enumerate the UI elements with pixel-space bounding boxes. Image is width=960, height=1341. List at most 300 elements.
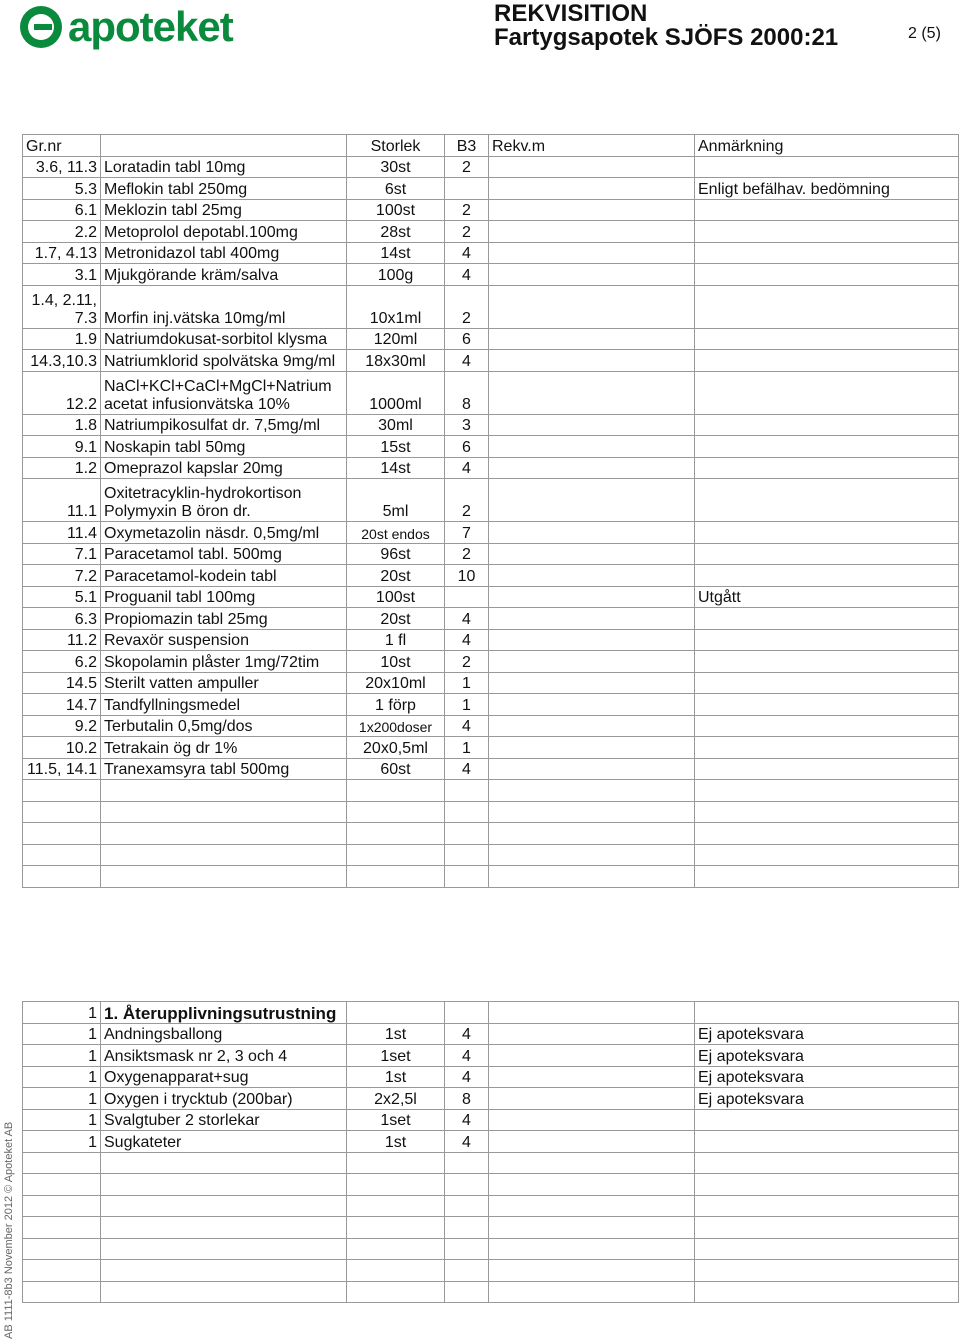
row-note <box>695 565 959 587</box>
row-name: Natriumdokusat-sorbitol klysma <box>101 328 347 350</box>
row-note <box>695 629 959 651</box>
row-grnr <box>23 479 101 522</box>
row-note <box>695 457 959 479</box>
row-b3: 2 <box>445 199 489 221</box>
row-grnr: 9.2 <box>23 715 101 737</box>
row-grnr: 10.2 <box>23 737 101 759</box>
equipment-b3: 4 <box>445 1066 489 1088</box>
row-grnr: 5.3 <box>23 178 101 200</box>
equipment-size: 1set <box>347 1109 445 1131</box>
equipment-size: 2x2,5l <box>347 1088 445 1110</box>
row-size: 18x30ml <box>347 350 445 372</box>
document-title: REKVISITION <box>494 0 648 27</box>
empty-cell <box>445 1195 489 1217</box>
equipment-b3: 4 <box>445 1023 489 1045</box>
row-grnr: 7.2 <box>23 565 101 587</box>
header-grnr: Gr.nr <box>23 135 101 157</box>
row-rekvm <box>489 221 695 243</box>
empty-cell <box>347 1260 445 1282</box>
row-b3: 1 <box>445 672 489 694</box>
empty-cell <box>445 1238 489 1260</box>
row-grnr: 9.1 <box>23 436 101 458</box>
empty-cell <box>23 844 101 866</box>
row-grnr: 3.1 <box>23 264 101 286</box>
empty-cell <box>489 1260 695 1282</box>
equipment-grnr: 1 <box>23 1045 101 1067</box>
row-grnr: 7.1 <box>23 543 101 565</box>
row-note <box>695 436 959 458</box>
row-note <box>695 543 959 565</box>
row-b3: 2 <box>445 651 489 673</box>
row-b3: 2 <box>445 221 489 243</box>
empty-cell <box>489 1174 695 1196</box>
row-name: Metronidazol tabl 400mg <box>101 242 347 264</box>
empty-cell <box>695 1152 959 1174</box>
empty-row <box>23 1174 959 1196</box>
row-rekvm <box>489 457 695 479</box>
empty-row <box>23 844 959 866</box>
equipment-row <box>23 1045 959 1067</box>
row-name-line1: Oxitetracyklin-hydrokortison <box>104 485 302 502</box>
row-size: 10st <box>347 651 445 673</box>
row-grnr: 14.7 <box>23 694 101 716</box>
empty-cell <box>347 1238 445 1260</box>
row-size: 20x10ml <box>347 672 445 694</box>
footer-vertical-text: AB 1111-8b3 November 2012 © Apoteket AB <box>3 1121 15 1339</box>
equipment-rekvm <box>489 1109 695 1131</box>
page-number: 2 (5) <box>908 25 941 42</box>
row-size: 5ml <box>347 479 445 522</box>
row-size: 14st <box>347 457 445 479</box>
equipment-row <box>23 1066 959 1088</box>
equipment-grnr: 1 <box>23 1023 101 1045</box>
row-name: Paracetamol tabl. 500mg <box>101 543 347 565</box>
row-rekvm <box>489 586 695 608</box>
row-b3: 6 <box>445 436 489 458</box>
empty-cell <box>101 1195 347 1217</box>
row-rekvm <box>489 199 695 221</box>
row-rekvm <box>489 285 695 328</box>
empty-row <box>23 823 959 845</box>
row-name-line1: NaCl+KCl+CaCl+MgCl+Natrium <box>104 377 332 395</box>
row-note <box>695 199 959 221</box>
row-note <box>695 350 959 372</box>
empty-cell <box>695 823 959 845</box>
row-size: 1x200doser <box>347 715 445 737</box>
row-name: Sterilt vatten ampuller <box>101 672 347 694</box>
row-size: 1000ml <box>347 371 445 414</box>
empty-cell <box>23 780 101 802</box>
table-row <box>23 242 959 264</box>
empty-cell <box>347 1002 445 1024</box>
empty-cell <box>489 844 695 866</box>
empty-cell <box>489 1195 695 1217</box>
empty-cell <box>489 1152 695 1174</box>
row-b3: 4 <box>445 715 489 737</box>
row-name <box>101 285 347 328</box>
row-rekvm <box>489 565 695 587</box>
row-note <box>695 672 959 694</box>
medication-table <box>22 134 959 888</box>
empty-row <box>23 1217 959 1239</box>
row-grnr: 11.4 <box>23 522 101 544</box>
empty-cell <box>23 1281 101 1303</box>
row-name: Skopolamin plåster 1mg/72tim <box>101 651 347 673</box>
row-name: Terbutalin 0,5mg/dos <box>101 715 347 737</box>
row-grnr-line1: 11.1 <box>67 503 97 520</box>
row-name: Metoprolol depotabl.100mg <box>101 221 347 243</box>
row-grnr: 1.2 <box>23 457 101 479</box>
row-b3 <box>445 586 489 608</box>
empty-cell <box>347 801 445 823</box>
equipment-row <box>23 1088 959 1110</box>
row-grnr-line2: 7.3 <box>74 309 97 327</box>
row-note <box>695 479 959 522</box>
empty-cell <box>695 1260 959 1282</box>
empty-cell <box>695 1174 959 1196</box>
empty-cell <box>445 1152 489 1174</box>
equipment-note: Ej apoteksvara <box>695 1088 959 1110</box>
row-rekvm <box>489 715 695 737</box>
row-rekvm <box>489 156 695 178</box>
row-note <box>695 608 959 630</box>
row-size: 30ml <box>347 414 445 436</box>
row-name: Noskapin tabl 50mg <box>101 436 347 458</box>
empty-cell <box>445 1281 489 1303</box>
empty-row <box>23 1195 959 1217</box>
table-row <box>23 264 959 286</box>
row-size: 10x1ml <box>347 285 445 328</box>
empty-cell <box>347 1217 445 1239</box>
empty-row <box>23 801 959 823</box>
row-grnr: 14.5 <box>23 672 101 694</box>
equipment-rekvm <box>489 1023 695 1045</box>
equipment-heading-row <box>23 1002 959 1024</box>
table-row <box>23 522 959 544</box>
empty-cell <box>445 844 489 866</box>
row-grnr-line1: 1.4, 2.11, <box>31 291 97 309</box>
equipment-rekvm <box>489 1066 695 1088</box>
row-size: 100g <box>347 264 445 286</box>
table-row <box>23 737 959 759</box>
equipment-note: Ej apoteksvara <box>695 1023 959 1045</box>
equipment-size: 1st <box>347 1131 445 1153</box>
empty-cell <box>445 823 489 845</box>
row-grnr: 6.2 <box>23 651 101 673</box>
row-rekvm <box>489 608 695 630</box>
row-name: Revaxör suspension <box>101 629 347 651</box>
equipment-row <box>23 1109 959 1131</box>
row-rekvm <box>489 178 695 200</box>
table-row <box>23 629 959 651</box>
row-note <box>695 156 959 178</box>
empty-cell <box>489 1281 695 1303</box>
equipment-b3: 4 <box>445 1109 489 1131</box>
row-grnr <box>23 285 101 328</box>
row-name: Meflokin tabl 250mg <box>101 178 347 200</box>
table-row <box>23 565 959 587</box>
row-size: 96st <box>347 543 445 565</box>
equipment-note <box>695 1109 959 1131</box>
header-rekvm: Rekv.m <box>489 135 695 157</box>
empty-cell <box>445 780 489 802</box>
row-name: Mjukgörande kräm/salva <box>101 264 347 286</box>
row-size: 20st <box>347 565 445 587</box>
empty-cell <box>101 866 347 888</box>
row-size: 28st <box>347 221 445 243</box>
table-row <box>23 758 959 780</box>
table-row <box>23 479 959 522</box>
row-rekvm <box>489 436 695 458</box>
empty-cell <box>347 780 445 802</box>
row-grnr: 1.8 <box>23 414 101 436</box>
row-b3: 4 <box>445 457 489 479</box>
equipment-rekvm <box>489 1088 695 1110</box>
equipment-heading-grnr: 1 <box>23 1002 101 1024</box>
empty-cell <box>101 801 347 823</box>
apoteket-logo <box>20 3 233 50</box>
empty-cell <box>445 866 489 888</box>
row-grnr: 6.1 <box>23 199 101 221</box>
empty-cell <box>347 823 445 845</box>
row-grnr: 3.6, 11.3 <box>23 156 101 178</box>
empty-cell <box>347 1195 445 1217</box>
table-row <box>23 285 959 328</box>
empty-cell <box>23 1217 101 1239</box>
row-note <box>695 737 959 759</box>
table-row <box>23 178 959 200</box>
row-name-line2: acetat infusionvätska 10% <box>104 395 290 413</box>
row-rekvm <box>489 694 695 716</box>
empty-cell <box>23 1260 101 1282</box>
empty-cell <box>445 1174 489 1196</box>
table-row <box>23 715 959 737</box>
row-rekvm <box>489 242 695 264</box>
equipment-heading: 1. Återupplivningsutrustning <box>101 1002 347 1024</box>
empty-cell <box>101 844 347 866</box>
equipment-grnr: 1 <box>23 1131 101 1153</box>
empty-cell <box>695 844 959 866</box>
row-b3: 4 <box>445 758 489 780</box>
empty-cell <box>445 1217 489 1239</box>
equipment-b3: 4 <box>445 1045 489 1067</box>
table-row <box>23 651 959 673</box>
empty-cell <box>489 1238 695 1260</box>
row-size: 1 förp <box>347 694 445 716</box>
row-name: Omeprazol kapslar 20mg <box>101 457 347 479</box>
equipment-name: Sugkateter <box>101 1131 347 1153</box>
row-name: Paracetamol-kodein tabl <box>101 565 347 587</box>
row-size: 20x0,5ml <box>347 737 445 759</box>
equipment-note: Ej apoteksvara <box>695 1045 959 1067</box>
equipment-table <box>22 1001 959 1303</box>
equipment-size: 1st <box>347 1066 445 1088</box>
row-grnr: 6.3 <box>23 608 101 630</box>
row-grnr: 2.2 <box>23 221 101 243</box>
logo-text: apoteket <box>68 3 233 50</box>
empty-cell <box>23 801 101 823</box>
row-b3: 2 <box>445 285 489 328</box>
table-row <box>23 586 959 608</box>
table-row <box>23 156 959 178</box>
equipment-rekvm <box>489 1131 695 1153</box>
table-row <box>23 608 959 630</box>
empty-cell <box>445 1260 489 1282</box>
row-b3: 4 <box>445 629 489 651</box>
equipment-name: Oxygenapparat+sug <box>101 1066 347 1088</box>
empty-cell <box>695 866 959 888</box>
empty-cell <box>101 823 347 845</box>
equipment-row <box>23 1131 959 1153</box>
equipment-b3: 8 <box>445 1088 489 1110</box>
row-name-line2: Polymyxin B öron dr. <box>104 503 251 520</box>
header-storlek: Storlek <box>347 135 445 157</box>
row-b3: 7 <box>445 522 489 544</box>
empty-cell <box>695 1217 959 1239</box>
row-grnr-line1: 12.2 <box>65 395 97 413</box>
empty-cell <box>489 866 695 888</box>
row-b3: 3 <box>445 414 489 436</box>
table-row <box>23 221 959 243</box>
row-name: Tranexamsyra tabl 500mg <box>101 758 347 780</box>
row-note <box>695 242 959 264</box>
empty-cell <box>101 1260 347 1282</box>
table-row <box>23 436 959 458</box>
empty-row <box>23 1260 959 1282</box>
row-name <box>101 479 347 522</box>
empty-cell <box>695 1238 959 1260</box>
row-name: Loratadin tabl 10mg <box>101 156 347 178</box>
row-name: Tetrakain ög dr 1% <box>101 737 347 759</box>
row-note <box>695 264 959 286</box>
row-grnr: 5.1 <box>23 586 101 608</box>
empty-cell <box>489 1217 695 1239</box>
empty-cell <box>695 801 959 823</box>
row-note <box>695 651 959 673</box>
empty-cell <box>23 1174 101 1196</box>
row-size: 100st <box>347 586 445 608</box>
header-name <box>101 135 347 157</box>
row-note <box>695 758 959 780</box>
row-note <box>695 221 959 243</box>
row-rekvm <box>489 651 695 673</box>
empty-cell <box>489 823 695 845</box>
row-rekvm <box>489 350 695 372</box>
empty-row <box>23 1238 959 1260</box>
empty-cell <box>347 1281 445 1303</box>
empty-cell <box>23 1195 101 1217</box>
empty-cell <box>347 1174 445 1196</box>
row-rekvm <box>489 543 695 565</box>
equipment-grnr: 1 <box>23 1066 101 1088</box>
row-note: Enligt befälhav. bedömning <box>695 178 959 200</box>
row-b3: 6 <box>445 328 489 350</box>
row-note <box>695 328 959 350</box>
row-name <box>101 371 347 414</box>
row-size: 60st <box>347 758 445 780</box>
row-b3: 1 <box>445 694 489 716</box>
row-note <box>695 414 959 436</box>
empty-row <box>23 1281 959 1303</box>
row-note: Utgått <box>695 586 959 608</box>
empty-cell <box>23 866 101 888</box>
table-row <box>23 694 959 716</box>
row-note <box>695 715 959 737</box>
equipment-name: Andningsballong <box>101 1023 347 1045</box>
row-size: 1 fl <box>347 629 445 651</box>
row-rekvm <box>489 264 695 286</box>
equipment-b3: 4 <box>445 1131 489 1153</box>
table-row <box>23 199 959 221</box>
empty-cell <box>445 1002 489 1024</box>
header-anmarkning: Anmärkning <box>695 135 959 157</box>
row-rekvm <box>489 414 695 436</box>
apoteket-logo-icon <box>20 6 62 48</box>
empty-cell <box>101 1238 347 1260</box>
row-size: 30st <box>347 156 445 178</box>
equipment-grnr: 1 <box>23 1088 101 1110</box>
row-b3: 4 <box>445 608 489 630</box>
row-b3: 1 <box>445 737 489 759</box>
row-rekvm <box>489 328 695 350</box>
row-b3 <box>445 178 489 200</box>
empty-cell <box>101 1281 347 1303</box>
header-b3: B3 <box>445 135 489 157</box>
empty-row <box>23 780 959 802</box>
empty-cell <box>347 866 445 888</box>
row-grnr: 1.9 <box>23 328 101 350</box>
empty-cell <box>489 780 695 802</box>
row-grnr: 11.2 <box>23 629 101 651</box>
table-row <box>23 371 959 414</box>
row-size: 6st <box>347 178 445 200</box>
row-name: Propiomazin tabl 25mg <box>101 608 347 630</box>
row-rekvm <box>489 371 695 414</box>
empty-cell <box>695 1195 959 1217</box>
row-size: 14st <box>347 242 445 264</box>
equipment-note: Ej apoteksvara <box>695 1066 959 1088</box>
row-rekvm <box>489 629 695 651</box>
row-size: 20st <box>347 608 445 630</box>
row-name-line2: Morfin inj.vätska 10mg/ml <box>104 309 286 327</box>
empty-cell <box>489 801 695 823</box>
row-b3: 2 <box>445 156 489 178</box>
empty-cell <box>695 780 959 802</box>
row-size: 120ml <box>347 328 445 350</box>
equipment-name: Svalgtuber 2 storlekar <box>101 1109 347 1131</box>
row-rekvm <box>489 522 695 544</box>
empty-cell <box>347 844 445 866</box>
row-rekvm <box>489 479 695 522</box>
table-row <box>23 543 959 565</box>
row-b3: 4 <box>445 242 489 264</box>
table-row <box>23 457 959 479</box>
empty-cell <box>695 1002 959 1024</box>
row-b3: 4 <box>445 350 489 372</box>
empty-cell <box>23 1238 101 1260</box>
empty-cell <box>489 1002 695 1024</box>
row-grnr: 1.7, 4.13 <box>23 242 101 264</box>
table-row <box>23 672 959 694</box>
table-row <box>23 328 959 350</box>
empty-cell <box>101 780 347 802</box>
row-name: Meklozin tabl 25mg <box>101 199 347 221</box>
equipment-row <box>23 1023 959 1045</box>
row-name: Natriumpikosulfat dr. 7,5mg/ml <box>101 414 347 436</box>
empty-cell <box>445 801 489 823</box>
table-row <box>23 414 959 436</box>
empty-cell <box>101 1174 347 1196</box>
